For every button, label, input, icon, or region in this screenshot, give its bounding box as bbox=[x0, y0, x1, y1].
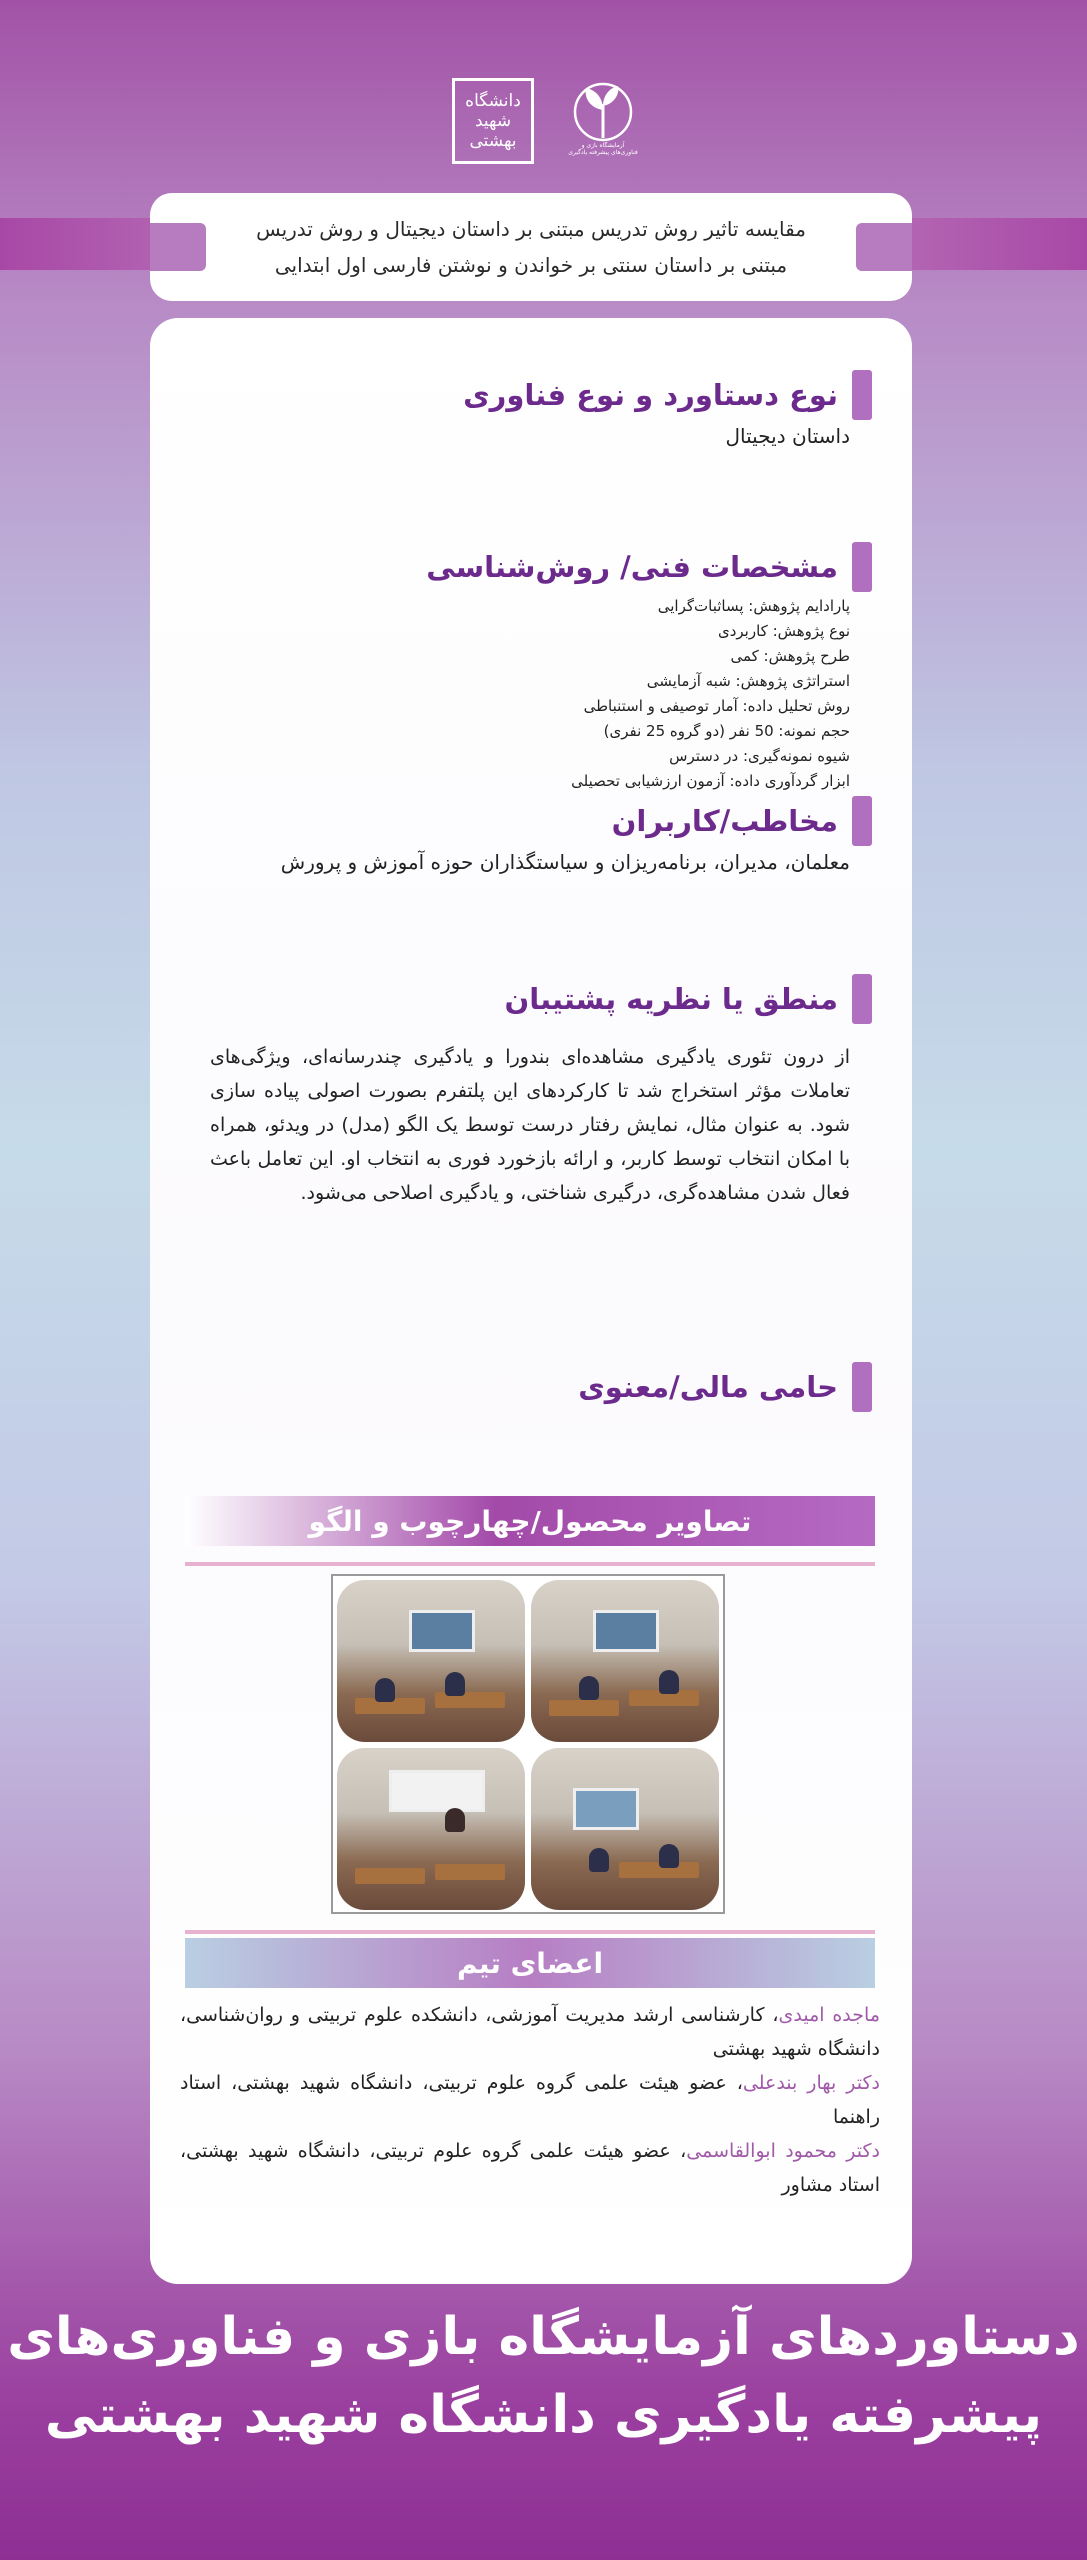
section-heading-audience bbox=[612, 796, 872, 846]
team-member bbox=[180, 2134, 880, 2202]
methodology-item: ابزار گردآوری داده: آزمون ارزشیابی تحصیلی bbox=[571, 772, 850, 790]
student-shape bbox=[375, 1678, 395, 1702]
heading-bar bbox=[852, 370, 872, 420]
footer-title bbox=[0, 2298, 1087, 2454]
student-shape bbox=[589, 1848, 609, 1872]
classroom-photo bbox=[337, 1748, 525, 1910]
team-member bbox=[180, 2066, 880, 2134]
team-member-name: ماجده امیدی bbox=[778, 2004, 880, 2026]
methodology-item: حجم نمونه: 50 نفر (دو گروه 25 نفری) bbox=[603, 722, 850, 740]
methodology-item: پارادایم پژوهش: پساثبات‌گرایی bbox=[657, 597, 850, 615]
heading-text: منطق یا نظریه پشتیبان bbox=[504, 982, 838, 1016]
team-list bbox=[180, 1998, 880, 2202]
desk-shape bbox=[355, 1868, 425, 1884]
team-member bbox=[180, 1998, 880, 2066]
team-member-desc: ، عضو هیئت علمی گروه علوم تربیتی، دانشگاه شهید بهشتی، استاد راهنما bbox=[180, 2072, 880, 2128]
heading-bar bbox=[852, 1362, 872, 1412]
methodology-item: روش تحلیل داده: آمار توصیفی و استنباطی bbox=[583, 697, 850, 715]
audience-body: معلمان، مدیران، برنامه‌ریزان و سیاستگذاران حوزه آموزش و پرورش bbox=[280, 850, 850, 874]
team-section-divider bbox=[185, 1930, 875, 1934]
achievement-body: داستان دیجیتال bbox=[725, 424, 850, 448]
methodology-item: نوع پژوهش: کاربردی bbox=[717, 622, 850, 640]
university-logo-line3: بهشتی bbox=[469, 131, 517, 151]
section-heading-sponsor bbox=[578, 1362, 872, 1412]
heading-bar bbox=[852, 796, 872, 846]
desk-shape bbox=[435, 1864, 505, 1880]
student-shape bbox=[659, 1844, 679, 1868]
product-photos bbox=[331, 1574, 725, 1914]
title-accent-right bbox=[856, 223, 912, 271]
team-member-desc: ، عضو هیئت علمی گروه علوم تربیتی، دانشگاه شهید بهشتی، استاد مشاور bbox=[180, 2140, 880, 2196]
title-line1: مقایسه تاثیر روش تدریس مبتنی بر داستان دیجیتال و روش تدریس bbox=[256, 217, 806, 241]
student-shape bbox=[579, 1676, 599, 1700]
methodology-item: طرح پژوهش: کمی bbox=[730, 647, 850, 665]
images-section-divider bbox=[185, 1562, 875, 1566]
team-section-heading: اعضای تیم bbox=[185, 1938, 875, 1988]
heading-text: مخاطب/کاربران bbox=[611, 804, 838, 838]
classroom-photo bbox=[337, 1580, 525, 1742]
section-heading-achievement bbox=[463, 370, 872, 420]
classroom-photo bbox=[531, 1748, 719, 1910]
university-logo-line2: شهید bbox=[474, 111, 512, 131]
title-accent-left bbox=[150, 223, 206, 271]
heading-text: مشخصات فنی/ روش‌شناسی bbox=[426, 550, 838, 584]
student-shape bbox=[445, 1672, 465, 1696]
methodology-list bbox=[571, 594, 850, 794]
logo-area bbox=[0, 78, 1087, 168]
footer-line1: دستاوردهای آزمایشگاه بازی و فناوری‌های bbox=[7, 2307, 1080, 2367]
whiteboard-shape bbox=[593, 1610, 659, 1652]
title-card bbox=[150, 193, 912, 301]
images-section-heading: تصاویر محصول/چهارچوب و الگو bbox=[185, 1496, 875, 1546]
sprout-icon bbox=[568, 80, 638, 142]
methodology-item: استراتژی پژوهش: شبه آزمایشی bbox=[646, 672, 850, 690]
classroom-photo bbox=[531, 1580, 719, 1742]
team-member-name: دکتر محمود ابوالقاسمی bbox=[686, 2140, 880, 2162]
section-heading-theory bbox=[505, 974, 872, 1024]
main-card bbox=[150, 318, 912, 2284]
heading-bar bbox=[852, 542, 872, 592]
projector-screen-shape bbox=[573, 1788, 639, 1830]
page-title bbox=[211, 211, 851, 283]
university-logo bbox=[452, 78, 534, 164]
heading-text: نوع دستاورد و نوع فناوری bbox=[463, 378, 838, 412]
footer-line2: پیشرفته یادگیری دانشگاه شهید بهشتی bbox=[44, 2385, 1043, 2445]
team-member-desc: ، کارشناسی ارشد مدیریت آموزشی، دانشکده علوم تربیتی و روان‌شناسی، دانشگاه شهید بهشتی bbox=[180, 2004, 880, 2060]
title-line2: مبتنی بر داستان سنتی بر خواندن و نوشتن فارسی اول ابتدایی bbox=[274, 253, 788, 277]
methodology-item: شیوه نمونه‌گیری: در دسترس bbox=[669, 747, 850, 765]
team-member-name: دکتر بهار بندعلی bbox=[742, 2072, 880, 2094]
student-shape bbox=[659, 1670, 679, 1694]
university-logo-line1: دانشگاه bbox=[465, 91, 521, 111]
heading-bar bbox=[852, 974, 872, 1024]
desk-shape bbox=[549, 1700, 619, 1716]
lab-logo bbox=[568, 80, 638, 164]
heading-text: حامی مالی/معنوی bbox=[578, 1370, 838, 1404]
whiteboard-shape bbox=[389, 1770, 485, 1812]
section-heading-methodology bbox=[426, 542, 872, 592]
teacher-shape bbox=[445, 1808, 465, 1832]
theory-body: از درون تئوری یادگیری مشاهده‌ای بندورا و یادگیری چندرسانه‌ای، ویژگی‌های تعاملات مؤثر استخراج شد تا کارکردهای این پلتفرم بصورت اصولی پیاده سازی شود. به عنوان مثال، نمایش رفتار درست توسط یک الگو (مدل) در ویدئو، همراه با امکان انتخاب توسط کاربر، و ارائه بازخورد فوری به انتخاب او. این تعامل باعث فعال شدن مشاهده‌گری، درگیری شناختی، و یادگیری اصلاحی می‌شود. bbox=[210, 1046, 850, 1204]
whiteboard-shape bbox=[409, 1610, 475, 1652]
lab-logo-caption: آزمایشگاه بازی و فناوری‌های پیشرفته یادگیری bbox=[568, 142, 638, 156]
